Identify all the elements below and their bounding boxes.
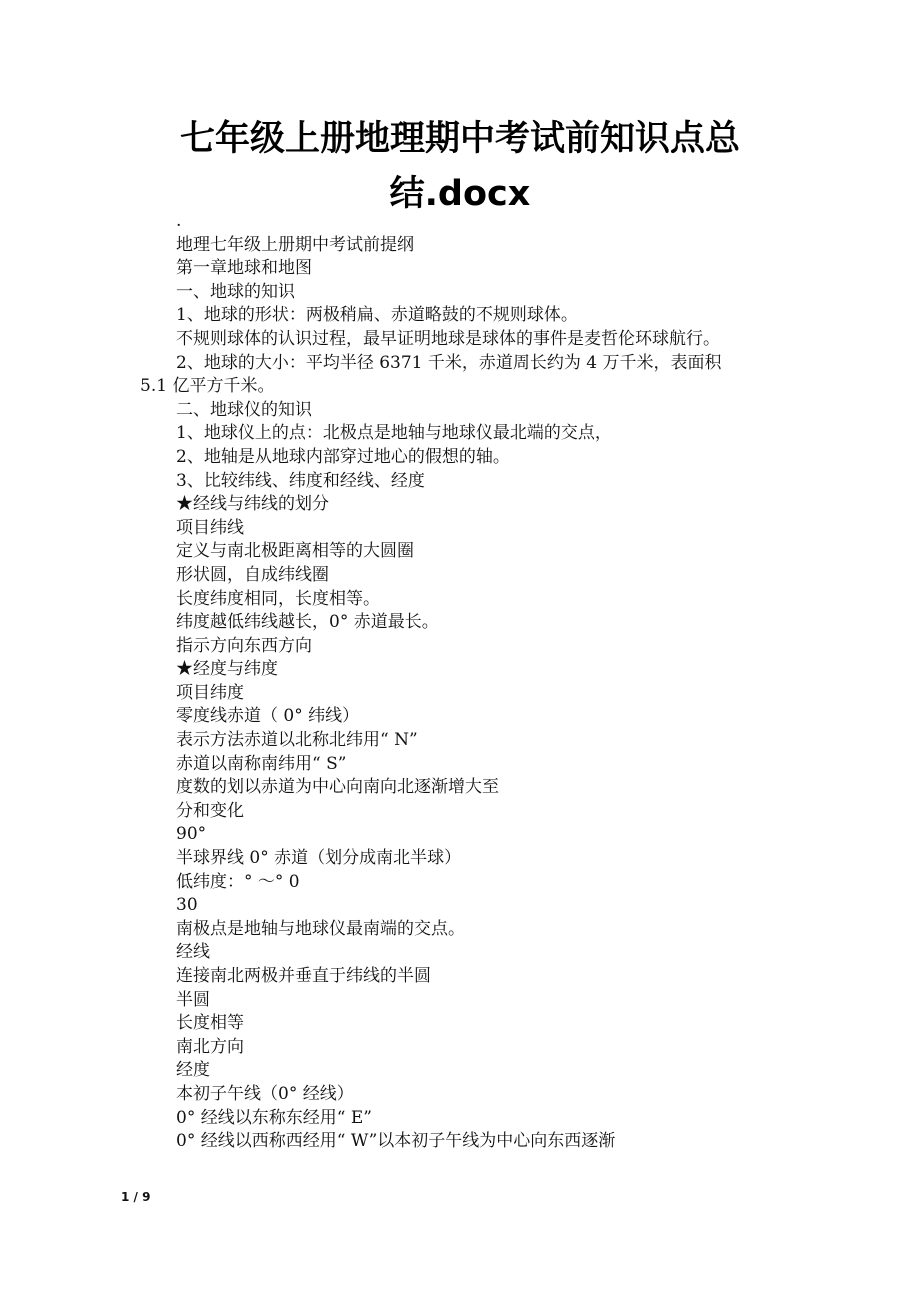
text-line: 地理七年级上册期中考试前提纲: [176, 234, 414, 255]
text-line: 纬度越低纬线越长，0° 赤道最长。: [176, 612, 439, 633]
text-line: 2、地球的大小：平均半径 6371 千米，赤道周长约为 4 万千米，表面积: [176, 352, 722, 373]
text-line: 南极点是地轴与地球仪最南端的交点。: [176, 918, 465, 939]
text-line: 半球界线 0° 赤道（划分成南北半球）: [176, 848, 462, 869]
text-line: 指示方向东西方向: [176, 635, 312, 656]
text-line: 连接南北两极并垂直于纬线的半圆: [176, 966, 431, 986]
document-title: [100, 112, 820, 222]
text-line: 定义与南北极距离相等的大圆圈: [176, 541, 414, 562]
text-line: 经线: [176, 942, 210, 963]
text-line: 长度纬度相同，长度相等。: [176, 588, 380, 609]
text-line: 长度相等: [176, 1013, 244, 1034]
text-line: 不规则球体的认识过程，最早证明地球是球体的事件是麦哲伦环球航行。: [176, 328, 720, 349]
text-line: 二、地球仪的知识: [176, 399, 312, 420]
text-line: ★经线与纬线的划分: [176, 494, 329, 515]
text-line: 低纬度：° ～° 0: [176, 871, 300, 892]
text-line: .: [176, 211, 182, 231]
text-line: 赤道以南称南纬用“ S”: [176, 753, 347, 774]
text-line: 第一章地球和地图: [176, 258, 312, 279]
text-line: 0° 经线以西称西经用“ W”以本初子午线为中心向东西逐渐: [176, 1131, 616, 1152]
text-line: 5.1 亿平方千米。: [140, 376, 275, 397]
text-line: 90°: [176, 824, 207, 845]
title-line-2: 结.docx: [389, 174, 531, 214]
text-line: 半圆: [176, 989, 210, 1010]
text-line: 项目纬线: [176, 517, 244, 538]
text-line: 0° 经线以东称东经用“ E”: [176, 1107, 372, 1128]
text-line: 经度: [176, 1060, 210, 1081]
text-line: 项目纬度: [176, 682, 244, 703]
text-line: 度数的划以赤道为中心向南向北逐渐增大至: [176, 777, 499, 798]
text-line: 表示方法赤道以北称北纬用“ N”: [176, 730, 418, 751]
title-line-1: 七年级上册地理期中考试前知识点总: [179, 119, 740, 159]
document-body: [140, 210, 790, 1154]
text-line: 零度线赤道（ 0° 纬线）: [176, 706, 360, 727]
text-line: 本初子午线（0° 经线）: [176, 1083, 354, 1104]
text-line: 南北方向: [176, 1036, 244, 1057]
text-line: 2、地轴是从地球内部穿过地心的假想的轴。: [176, 446, 510, 467]
text-line: 30: [176, 895, 198, 916]
text-line: 1、地球的形状：两极稍扁、赤道略鼓的不规则球体。: [176, 305, 578, 326]
text-line: 3、比较纬线、纬度和经线、经度: [176, 470, 425, 491]
text-line: 分和变化: [176, 800, 244, 821]
text-line: 一、地球的知识: [176, 281, 295, 302]
text-line: 1、地球仪上的点：北极点是地轴与地球仪最北端的交点，: [176, 423, 612, 444]
page-indicator: 1 / 9: [121, 1190, 151, 1204]
text-line: 形状圆，自成纬线圈: [176, 564, 329, 585]
text-line: ★经度与纬度: [176, 659, 278, 680]
